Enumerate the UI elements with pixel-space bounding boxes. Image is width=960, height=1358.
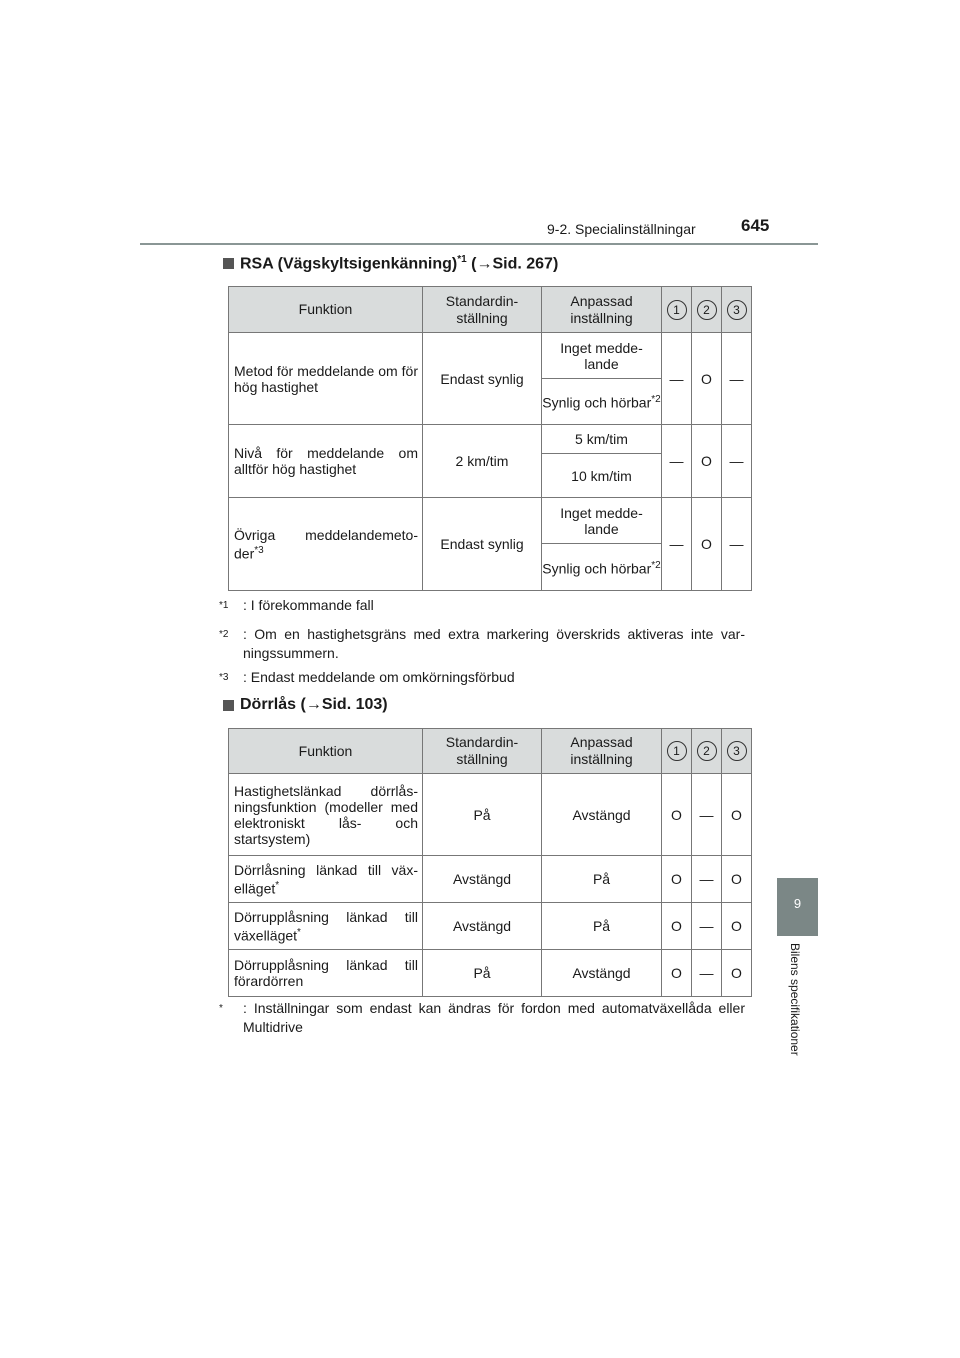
circled-2-icon: 2 (697, 741, 717, 761)
rsa-table (228, 286, 752, 591)
anpassad-cell: 10 km/tim (542, 454, 662, 498)
page-number: 645 (741, 216, 770, 235)
dorrlas-page-ref[interactable]: (→Sid. 103) (300, 696, 388, 713)
col-anpassad: Anpassad inställning (542, 729, 662, 774)
table-row (229, 498, 752, 544)
funktion-cell: Nivå för meddelande om alltför hög hastighet (229, 425, 423, 498)
setting-cell: O (662, 856, 692, 903)
anpassad-cell: På (542, 903, 662, 950)
setting-cell: — (722, 425, 752, 498)
anpassad-cell: Synlig och hörbar$^{*2}$ (542, 379, 662, 425)
standard-cell: Endast synlig (423, 333, 542, 425)
table-row (229, 425, 752, 454)
funktion-cell: Hastighetslänkad dörrlås- ningsfunktion (modeller med elektroniskt lås- och startsystem) (229, 774, 423, 856)
rsa-title-footnote: *1 (457, 254, 467, 265)
standard-cell: På (423, 774, 542, 856)
setting-cell: O (722, 774, 752, 856)
table-row (229, 856, 752, 903)
setting-cell: O (662, 950, 692, 997)
chapter-tab: 9 (777, 878, 818, 936)
circled-3-icon: 3 (727, 300, 747, 320)
rsa-heading (223, 254, 558, 273)
anpassad-cell: Avstängd (542, 774, 662, 856)
col-funktion: Funktion (229, 287, 423, 333)
dorrlas-table (228, 728, 752, 997)
setting-cell: O (662, 774, 692, 856)
square-bullet-icon (223, 258, 234, 269)
anpassad-cell: 5 km/tim (542, 425, 662, 454)
circled-3-icon: 3 (727, 741, 747, 761)
table-row (229, 333, 752, 379)
setting-cell: — (662, 425, 692, 498)
table-row (229, 774, 752, 856)
setting-cell: O (692, 425, 722, 498)
funktion-cell: Dörrlåsning länkad till väx- elläget* (229, 856, 423, 903)
circled-1-icon: 1 (667, 741, 687, 761)
standard-cell: Avstängd (423, 856, 542, 903)
setting-cell: O (722, 856, 752, 903)
rsa-page-ref[interactable]: (→Sid. 267) (471, 255, 559, 273)
anpassad-cell: Synlig och hörbar$^{*2}$ (542, 544, 662, 591)
square-bullet-icon (223, 700, 234, 711)
setting-cell: — (692, 856, 722, 903)
col-standard: Standardin- ställning (423, 287, 542, 333)
standard-cell: Avstängd (423, 903, 542, 950)
table-row (229, 950, 752, 997)
anpassad-cell: Avstängd (542, 950, 662, 997)
section-header: 9-2. Specialinställningar (547, 221, 696, 237)
setting-cell: — (692, 903, 722, 950)
footnote: *1 : I förekommande fall (219, 597, 374, 613)
anpassad-cell: Inget medde- lande (542, 333, 662, 379)
dorrlas-heading (223, 696, 388, 714)
standard-cell: Endast synlig (423, 498, 542, 591)
setting-cell: — (722, 498, 752, 591)
footnote: *2 : Om en hastighetsgräns med extra markering överskrids aktiveras inte var- ningssummern. (219, 626, 745, 661)
setting-cell: — (662, 333, 692, 425)
funktion-cell: Dörrupplåsning länkad till förardörren (229, 950, 423, 997)
standard-cell: På (423, 950, 542, 997)
setting-cell: — (692, 774, 722, 856)
anpassad-cell: Inget medde- lande (542, 498, 662, 544)
setting-cell: — (662, 498, 692, 591)
funktion-cell: Dörrupplåsning länkad till växelläget* (229, 903, 423, 950)
footnote: * : Inställningar som endast kan ändras för fordon med automatväxellåda eller Multidrive (219, 1000, 745, 1035)
setting-cell: — (722, 333, 752, 425)
rsa-title: RSA (Vägskyltsigenkänning) (240, 255, 458, 273)
setting-cell: O (722, 903, 752, 950)
col-standard: Standardin- ställning (423, 729, 542, 774)
funktion-cell: Övriga meddelandemeto- der$^{*3}$ (229, 498, 423, 591)
setting-cell: O (692, 333, 722, 425)
anpassad-cell: På (542, 856, 662, 903)
circled-1-icon: 1 (667, 300, 687, 320)
circled-2-icon: 2 (697, 300, 717, 320)
chapter-label: Bilens specifikationer (788, 943, 802, 1056)
funktion-cell: Metod för meddelande om för hög hastighet (229, 333, 423, 425)
setting-cell: O (662, 903, 692, 950)
footnote: *3 : Endast meddelande om omkörningsförbud (219, 669, 515, 685)
header-rule (140, 243, 818, 245)
table-row (229, 903, 752, 950)
dorrlas-title: Dörrlås (240, 696, 297, 713)
setting-cell: O (722, 950, 752, 997)
standard-cell: 2 km/tim (423, 425, 542, 498)
col-anpassad: Anpassad inställning (542, 287, 662, 333)
setting-cell: — (692, 950, 722, 997)
col-funktion: Funktion (229, 729, 423, 774)
setting-cell: O (692, 498, 722, 591)
